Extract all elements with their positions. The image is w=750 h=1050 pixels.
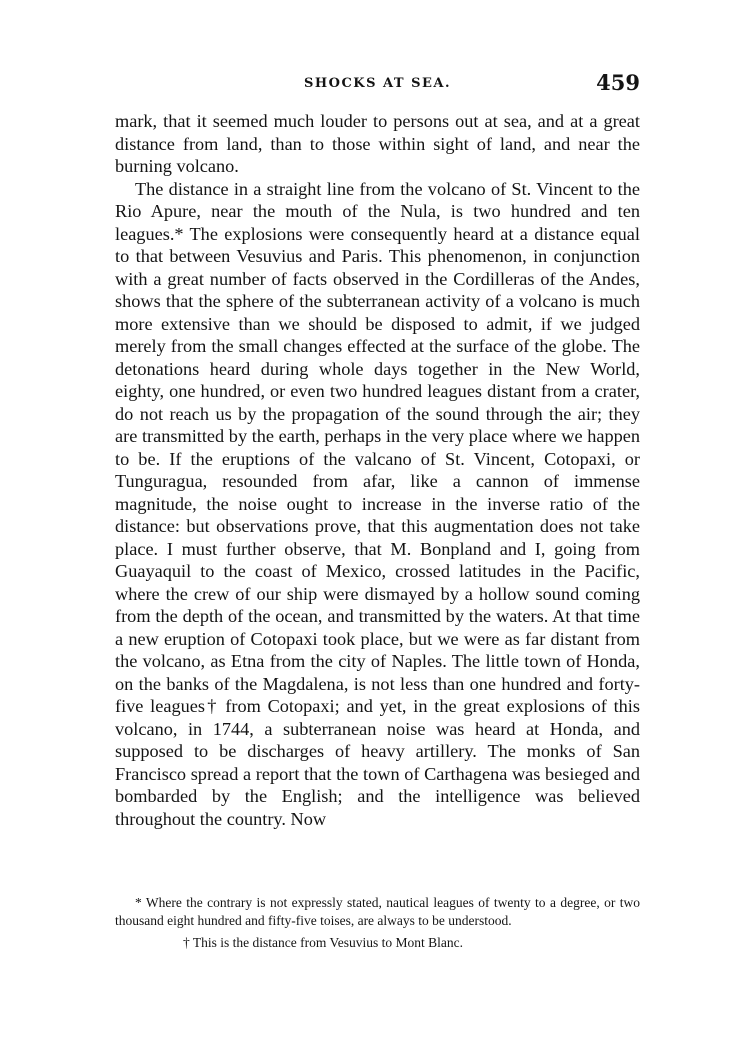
running-title: SHOCKS AT SEA. xyxy=(303,76,452,91)
page-number: 459 xyxy=(596,70,640,95)
running-head xyxy=(115,70,640,104)
body-text xyxy=(115,110,640,830)
footnotes xyxy=(115,894,640,952)
footnote-leagues: * Where the contrary is not expressly stated, nautical leagues of twenty to a degree, or two thousand eight hundred and fifty-five toises, are always to be understood. xyxy=(115,895,640,928)
footnote-distance: † This is the distance from Vesuvius to Mont Blanc. xyxy=(183,935,463,950)
paragraph-continued: mark, that it seemed much louder to persons out at sea, and at a great distance from land, than to those within sight of land, and near the burning volcano. xyxy=(115,111,640,176)
paragraph: The distance in a straight line from the volcano of St. Vincent to the Rio Apure, near the mouth of the Nula, is two hundred and ten leagues.* The explosions were consequently heard at a distance equal to that between Vesuvius and Paris. This phenomenon, in conjunction with a great number of facts observed in the Cordilleras of the Andes, shows that the sphere of the subterranean activity of a volcano is much more extensive than we should be disposed to admit, if we judged merely from the small changes effected at the surface of the globe. The detonations heard during whole days together in the New World, eighty, one hundred, or even two hundred leagues distant from a crater, do not reach us by the propagation of the sound through the air; they are transmitted by the earth, perhaps in the very place where we happen to be. If the eruptions of the valcano of St. Vincent, Cotopaxi, or Tunguragua, resounded from afar, like a cannon of immense magnitude, the noise ought to increase in the inverse ratio of the distance: but observations prove, that this augmentation does not take place. I must further observe, that M. Bonpland and I, going from Guayaquil to the coast of Mexico, crossed latitudes in the Pacific, where the crew of our ship were dismayed by a hollow sound coming from the depth of the ocean, and transmitted by the waters. At that time a new eruption of Cotopaxi took place, but we were as far distant from the volcano, as Etna from the city of Naples. The little town of Honda, on the banks of the Magdalena, is not less than one hundred and forty-five leagues† from Cotopaxi; and yet, in the great explosions of this volcano, in 1744, a subterranean noise was heard at Honda, and supposed to be discharges of heavy artillery. The monks of San Francisco spread a report that the town of Carthagena was besieged and bombarded by the English; and the intelligence was believed throughout the country. Now xyxy=(115,178,640,829)
